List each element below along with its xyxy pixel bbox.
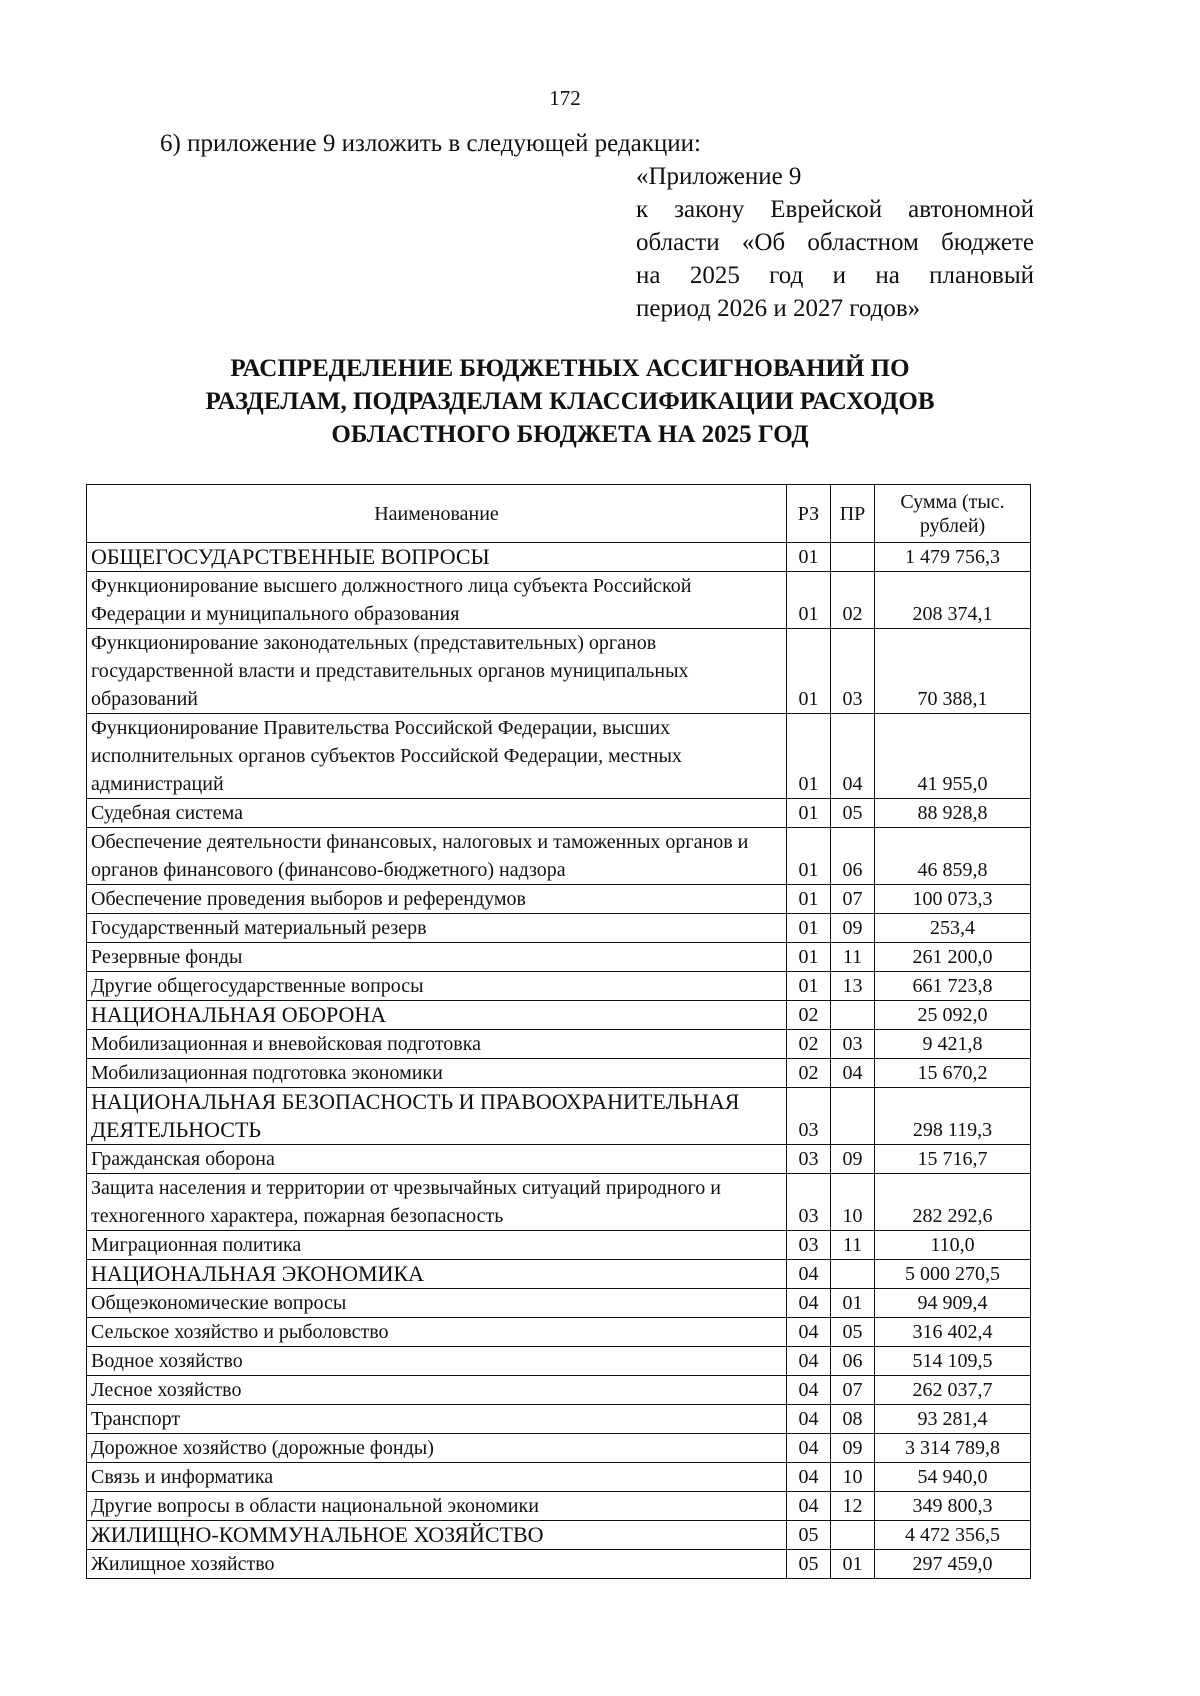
row-sum-cell: 3 314 789,8 — [875, 1434, 1031, 1463]
intro-text: 6) приложение 9 изложить в следующей редакции: — [160, 130, 701, 157]
row-name-cell: Судебная система — [87, 799, 787, 828]
table-row — [87, 1059, 1031, 1088]
row-name-cell: Водное хозяйство — [87, 1347, 787, 1376]
row-name-cell: Мобилизационная и вневойсковая подготовка — [87, 1030, 787, 1059]
title-line-1: РАСПРЕДЕЛЕНИЕ БЮДЖЕТНЫХ АССИГНОВАНИЙ ПО — [230, 355, 910, 382]
table-row — [87, 1550, 1031, 1579]
table-row — [87, 1405, 1031, 1434]
row-sum-cell: 15 716,7 — [875, 1145, 1031, 1174]
row-sum-cell: 1 479 756,3 — [875, 543, 1031, 572]
appendix-line-5: период 2026 и 2027 годов» — [636, 295, 921, 322]
row-rz-cell: 03 — [787, 1145, 831, 1174]
row-name-cell: Сельское хозяйство и рыболовство — [87, 1318, 787, 1347]
row-rz-cell: 01 — [787, 885, 831, 914]
table-body — [87, 543, 1031, 1579]
row-sum-cell: 46 859,8 — [875, 828, 1031, 885]
table-row — [87, 1492, 1031, 1521]
row-name-cell: Другие общегосударственные вопросы — [87, 972, 787, 1001]
row-rz-cell: 04 — [787, 1318, 831, 1347]
row-sum-cell: 4 472 356,5 — [875, 1521, 1031, 1550]
header-rz: РЗ — [787, 485, 831, 543]
row-rz-cell: 04 — [787, 1405, 831, 1434]
row-pr-cell: 13 — [831, 972, 875, 1001]
table-section-row — [87, 1521, 1031, 1550]
row-name-cell: ОБЩЕГОСУДАРСТВЕННЫЕ ВОПРОСЫ — [87, 543, 787, 572]
table-row — [87, 972, 1031, 1001]
row-pr-cell: 10 — [831, 1463, 875, 1492]
row-name-cell: НАЦИОНАЛЬНАЯ ЭКОНОМИКА — [87, 1260, 787, 1289]
row-pr-cell: 04 — [831, 714, 875, 799]
row-sum-cell: 15 670,2 — [875, 1059, 1031, 1088]
row-name-cell: Связь и информатика — [87, 1463, 787, 1492]
row-name-cell: Лесное хозяйство — [87, 1376, 787, 1405]
row-pr-cell: 04 — [831, 1059, 875, 1088]
row-sum-cell: 261 200,0 — [875, 943, 1031, 972]
table-section-row — [87, 1001, 1031, 1030]
row-pr-cell — [831, 1088, 875, 1145]
row-rz-cell: 01 — [787, 914, 831, 943]
table-section-row — [87, 1260, 1031, 1289]
table-row — [87, 629, 1031, 714]
row-pr-cell: 09 — [831, 914, 875, 943]
table-section-row — [87, 1088, 1031, 1145]
table-row — [87, 1318, 1031, 1347]
row-pr-cell: 10 — [831, 1174, 875, 1231]
row-pr-cell: 08 — [831, 1405, 875, 1434]
table-row — [87, 572, 1031, 629]
title-line-2: РАЗДЕЛАМ, ПОДРАЗДЕЛАМ КЛАССИФИКАЦИИ РАСХОДОВ — [205, 388, 935, 415]
row-pr-cell — [831, 1260, 875, 1289]
row-sum-cell: 94 909,4 — [875, 1289, 1031, 1318]
row-pr-cell — [831, 543, 875, 572]
appendix-line-2: к закону Еврейской автономной — [636, 196, 1034, 223]
header-name: Наименование — [87, 485, 787, 543]
row-rz-cell: 01 — [787, 828, 831, 885]
row-pr-cell: 09 — [831, 1145, 875, 1174]
table-header-row — [87, 485, 1031, 543]
row-name-cell: Миграционная политика — [87, 1231, 787, 1260]
row-rz-cell: 01 — [787, 714, 831, 799]
table-row — [87, 1376, 1031, 1405]
row-pr-cell: 01 — [831, 1550, 875, 1579]
row-rz-cell: 04 — [787, 1260, 831, 1289]
row-name-cell: Гражданская оборона — [87, 1145, 787, 1174]
appendix-line-1: «Приложение 9 — [636, 163, 802, 190]
row-pr-cell: 05 — [831, 799, 875, 828]
row-sum-cell: 316 402,4 — [875, 1318, 1031, 1347]
row-sum-cell: 110,0 — [875, 1231, 1031, 1260]
row-sum-cell: 282 292,6 — [875, 1174, 1031, 1231]
row-name-cell: Защита населения и территории от чрезвычайных ситуаций природного и техногенного характера, пожарная безопасность — [87, 1174, 787, 1231]
row-pr-cell — [831, 1521, 875, 1550]
appendix-line-4: на 2025 год и на плановый — [636, 262, 1034, 289]
row-pr-cell: 09 — [831, 1434, 875, 1463]
row-rz-cell: 02 — [787, 1030, 831, 1059]
row-sum-cell: 349 800,3 — [875, 1492, 1031, 1521]
row-sum-cell: 514 109,5 — [875, 1347, 1031, 1376]
row-rz-cell: 04 — [787, 1434, 831, 1463]
row-pr-cell: 06 — [831, 1347, 875, 1376]
row-sum-cell: 661 723,8 — [875, 972, 1031, 1001]
row-name-cell: Функционирование законодательных (представительных) органов государственной власти и представительных органов муниципальных образований — [87, 629, 787, 714]
table-row — [87, 943, 1031, 972]
header-pr: ПР — [831, 485, 875, 543]
row-rz-cell: 01 — [787, 572, 831, 629]
row-pr-cell: 03 — [831, 1030, 875, 1059]
row-name-cell: Другие вопросы в области национальной экономики — [87, 1492, 787, 1521]
row-pr-cell: 11 — [831, 1231, 875, 1260]
row-sum-cell: 262 037,7 — [875, 1376, 1031, 1405]
table-row — [87, 714, 1031, 799]
row-rz-cell: 01 — [787, 543, 831, 572]
document-title — [120, 352, 1020, 451]
table-section-row — [87, 543, 1031, 572]
row-sum-cell: 9 421,8 — [875, 1030, 1031, 1059]
row-sum-cell: 5 000 270,5 — [875, 1260, 1031, 1289]
table-row — [87, 828, 1031, 885]
row-sum-cell: 100 073,3 — [875, 885, 1031, 914]
row-rz-cell: 04 — [787, 1463, 831, 1492]
table-row — [87, 1463, 1031, 1492]
row-rz-cell: 04 — [787, 1492, 831, 1521]
row-pr-cell: 02 — [831, 572, 875, 629]
table-row — [87, 1347, 1031, 1376]
header-sum: Сумма (тыс. рублей) — [875, 485, 1031, 543]
row-sum-cell: 54 940,0 — [875, 1463, 1031, 1492]
row-name-cell: НАЦИОНАЛЬНАЯ ОБОРОНА — [87, 1001, 787, 1030]
row-sum-cell: 297 459,0 — [875, 1550, 1031, 1579]
row-rz-cell: 05 — [787, 1550, 831, 1579]
row-pr-cell: 05 — [831, 1318, 875, 1347]
row-name-cell: Жилищное хозяйство — [87, 1550, 787, 1579]
row-rz-cell: 04 — [787, 1289, 831, 1318]
row-rz-cell: 02 — [787, 1001, 831, 1030]
row-name-cell: Общеэкономические вопросы — [87, 1289, 787, 1318]
budget-table — [86, 484, 1031, 1579]
table-row — [87, 1231, 1031, 1260]
row-name-cell: Дорожное хозяйство (дорожные фонды) — [87, 1434, 787, 1463]
row-rz-cell: 03 — [787, 1088, 831, 1145]
row-pr-cell: 03 — [831, 629, 875, 714]
appendix-line-3: области «Об областном бюджете — [636, 229, 1034, 256]
row-pr-cell: 01 — [831, 1289, 875, 1318]
row-name-cell: Мобилизационная подготовка экономики — [87, 1059, 787, 1088]
table-row — [87, 885, 1031, 914]
row-pr-cell: 07 — [831, 1376, 875, 1405]
row-pr-cell: 12 — [831, 1492, 875, 1521]
row-sum-cell: 93 281,4 — [875, 1405, 1031, 1434]
row-name-cell: Функционирование Правительства Российской Федерации, высших исполнительных органов субъектов Российской Федерации, местных администраций — [87, 714, 787, 799]
row-pr-cell: 07 — [831, 885, 875, 914]
row-rz-cell: 02 — [787, 1059, 831, 1088]
row-pr-cell: 11 — [831, 943, 875, 972]
row-rz-cell: 01 — [787, 943, 831, 972]
row-rz-cell: 03 — [787, 1231, 831, 1260]
row-rz-cell: 04 — [787, 1347, 831, 1376]
row-name-cell: Обеспечение деятельности финансовых, налоговых и таможенных органов и органов финансового (финансово-бюджетного) надзора — [87, 828, 787, 885]
table-row — [87, 1434, 1031, 1463]
row-rz-cell: 01 — [787, 629, 831, 714]
row-name-cell: Транспорт — [87, 1405, 787, 1434]
row-pr-cell: 06 — [831, 828, 875, 885]
table-row — [87, 1174, 1031, 1231]
row-name-cell: НАЦИОНАЛЬНАЯ БЕЗОПАСНОСТЬ И ПРАВООХРАНИТЕЛЬНАЯ ДЕЯТЕЛЬНОСТЬ — [87, 1088, 787, 1145]
row-name-cell: ЖИЛИЩНО-КОММУНАЛЬНОЕ ХОЗЯЙСТВО — [87, 1521, 787, 1550]
row-name-cell: Резервные фонды — [87, 943, 787, 972]
row-sum-cell: 253,4 — [875, 914, 1031, 943]
row-sum-cell: 298 119,3 — [875, 1088, 1031, 1145]
table-row — [87, 914, 1031, 943]
row-sum-cell: 25 092,0 — [875, 1001, 1031, 1030]
row-rz-cell: 04 — [787, 1376, 831, 1405]
row-sum-cell: 208 374,1 — [875, 572, 1031, 629]
row-rz-cell: 01 — [787, 972, 831, 1001]
table-row — [87, 1289, 1031, 1318]
row-sum-cell: 88 928,8 — [875, 799, 1031, 828]
row-rz-cell: 03 — [787, 1174, 831, 1231]
table-row — [87, 1145, 1031, 1174]
row-rz-cell: 05 — [787, 1521, 831, 1550]
appendix-reference — [636, 160, 1034, 325]
page-number: 172 — [549, 86, 581, 110]
row-sum-cell: 41 955,0 — [875, 714, 1031, 799]
row-name-cell: Функционирование высшего должностного лица субъекта Российской Федерации и муниципального образования — [87, 572, 787, 629]
title-line-3: ОБЛАСТНОГО БЮДЖЕТА НА 2025 ГОД — [331, 421, 809, 448]
row-pr-cell — [831, 1001, 875, 1030]
table-row — [87, 799, 1031, 828]
table-row — [87, 1030, 1031, 1059]
row-name-cell: Обеспечение проведения выборов и референдумов — [87, 885, 787, 914]
row-sum-cell: 70 388,1 — [875, 629, 1031, 714]
row-name-cell: Государственный материальный резерв — [87, 914, 787, 943]
row-rz-cell: 01 — [787, 799, 831, 828]
